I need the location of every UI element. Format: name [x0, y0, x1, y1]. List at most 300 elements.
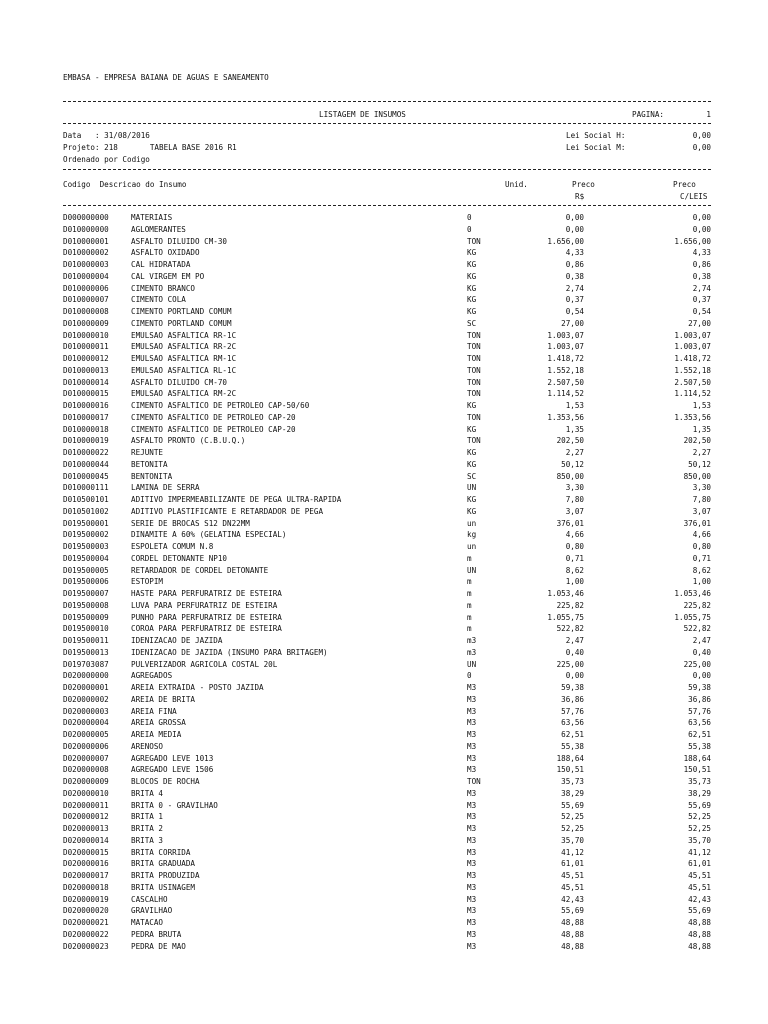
item-description: CIMENTO PORTLAND COMUM [131, 318, 232, 328]
item-description: CAL VIRGEM EM PO [131, 271, 205, 281]
item-price-with-charges: 48,88 [688, 929, 711, 939]
item-price-with-charges: 0,40 [692, 647, 711, 657]
report-title: LISTAGEM DE INSUMOS [319, 110, 406, 119]
item-price: 1.003,07 [547, 342, 584, 352]
item-unit: M3 [467, 906, 477, 916]
item-price-with-charges: 0,54 [692, 307, 711, 316]
item-unit: TON [467, 236, 481, 246]
item-description: ADITIVO IMPERMEABILIZANTE DE PEGA ULTRA-RAPIDA [131, 495, 342, 504]
item-price: 1.656,00 [547, 236, 584, 246]
item-description: PEDRA DE MAO [131, 941, 186, 951]
item-description: AGREGADOS [131, 671, 173, 681]
item-unit: m [467, 600, 472, 610]
item-price: 42,43 [561, 894, 584, 904]
item-price: 55,38 [561, 741, 584, 751]
column-header-preco-leis: Preco [673, 180, 696, 189]
item-price: 1.003,07 [547, 330, 584, 340]
item-description: ASFALTO PRONTO (C.B.U.Q.) [131, 436, 246, 446]
item-unit: KG [467, 495, 477, 504]
item-price: 150,51 [556, 765, 584, 775]
item-description: GRAVILHAO [131, 906, 173, 916]
item-code: D020000006 [63, 741, 109, 751]
table-row [0, 883, 768, 895]
table-row [0, 354, 768, 366]
item-code: D020000000 [63, 671, 109, 681]
table-row [0, 566, 768, 578]
item-code: D010000014 [63, 377, 109, 387]
item-price: 38,29 [561, 788, 584, 798]
item-price-with-charges: 2,74 [692, 283, 711, 293]
item-description: ASFALTO DILUIDO CM-70 [131, 377, 228, 387]
item-unit: KG [467, 271, 477, 281]
table-row [0, 648, 768, 660]
table-row [0, 483, 768, 495]
item-price: 27,00 [561, 318, 584, 328]
lei-social-h-label: Lei Social H: [566, 131, 626, 140]
table-row [0, 683, 768, 695]
item-code: D020000004 [63, 718, 109, 728]
table-row [0, 730, 768, 742]
item-price: 1.353,56 [547, 412, 584, 422]
item-description: AREIA FINA [131, 706, 177, 716]
item-unit: M3 [467, 765, 477, 775]
table-row [0, 660, 768, 672]
item-unit: M3 [467, 871, 477, 880]
company-name: EMBASA - EMPRESA BAIANA DE AGUAS E SANEAMENTO [63, 73, 269, 82]
item-unit: TON [467, 777, 481, 786]
table-row [0, 530, 768, 542]
table-row [0, 695, 768, 707]
item-code: D010000000 [63, 224, 109, 234]
item-price: 0,80 [565, 542, 584, 551]
item-price: 0,54 [565, 307, 584, 316]
item-code: D020000003 [63, 706, 109, 716]
table-row [0, 671, 768, 683]
item-price: 3,07 [565, 506, 584, 516]
item-price-with-charges: 42,43 [688, 894, 711, 904]
item-code: D020000019 [63, 894, 109, 904]
item-unit: KG [467, 307, 477, 316]
item-description: BRITA GRADUADA [131, 859, 196, 869]
item-price: 48,88 [561, 929, 584, 939]
item-price-with-charges: 41,12 [688, 847, 711, 857]
item-description: HASTE PARA PERFURATRIZ DE ESTEIRA [131, 589, 282, 598]
column-header-unid: Unid. [505, 180, 528, 189]
item-unit: 0 [467, 213, 472, 222]
item-description: IDENIZACAO DE JAZIDA [131, 636, 223, 645]
item-price: 522,82 [556, 624, 584, 634]
item-description: EMULSAO ASFALTICA RL-1C [131, 365, 237, 375]
item-description: CAL HIDRATADA [131, 260, 191, 269]
item-price: 1.053,46 [547, 589, 584, 598]
item-description: PULVERIZADOR AGRICOLA COSTAL 20L [131, 659, 278, 669]
table-row [0, 213, 768, 225]
item-price: 2,47 [565, 636, 584, 645]
table-row [0, 613, 768, 625]
item-code: D010000010 [63, 330, 109, 340]
item-code: D019500010 [63, 624, 109, 634]
item-price-with-charges: 0,00 [692, 671, 711, 681]
item-code: D019500009 [63, 612, 109, 622]
item-price: 1,00 [565, 577, 584, 587]
item-description: CIMENTO ASFALTICO DE PETROLEO CAP-50/60 [131, 401, 310, 410]
item-price-with-charges: 1,35 [692, 424, 711, 434]
item-code: D010000007 [63, 295, 109, 305]
table-row [0, 307, 768, 319]
item-description: BRITA PRODUZIDA [131, 871, 200, 880]
table-row [0, 378, 768, 390]
item-unit: M3 [467, 824, 477, 833]
item-unit: 0 [467, 671, 472, 681]
item-code: D020000007 [63, 753, 109, 763]
item-price-with-charges: 1.055,75 [674, 612, 711, 622]
item-description: CIMENTO ASFALTICO DE PETROLEO CAP-20 [131, 424, 296, 434]
item-description: ASFALTO OXIDADO [131, 248, 200, 258]
item-description: BRITA 0 - GRAVILHAO [131, 800, 218, 810]
item-price-with-charges: 522,82 [683, 624, 711, 634]
table-row [0, 260, 768, 272]
item-description: EMULSAO ASFALTICA RR-2C [131, 342, 237, 352]
item-price-with-charges: 27,00 [688, 318, 711, 328]
item-price-with-charges: 225,82 [683, 600, 711, 610]
item-code: D020000001 [63, 683, 109, 692]
item-price-with-charges: 1.552,18 [674, 365, 711, 375]
table-row [0, 812, 768, 824]
item-description: MATERIAIS [131, 213, 173, 222]
item-price-with-charges: 3,07 [692, 506, 711, 516]
item-code: D010000009 [63, 318, 109, 328]
item-code: D020000009 [63, 777, 109, 786]
item-description: CIMENTO COLA [131, 295, 186, 305]
item-code: D019500004 [63, 553, 109, 563]
item-price: 4,66 [565, 530, 584, 540]
item-unit: KG [467, 459, 477, 469]
item-code: D020000011 [63, 800, 109, 810]
separator [63, 169, 711, 170]
item-unit: M3 [467, 941, 477, 951]
item-unit: m [467, 612, 472, 622]
item-price-with-charges: 45,51 [688, 882, 711, 892]
item-price-with-charges: 63,56 [688, 718, 711, 728]
item-code: D020000018 [63, 882, 109, 892]
table-row [0, 859, 768, 871]
item-price-with-charges: 52,25 [688, 824, 711, 833]
table-row [0, 789, 768, 801]
table-row [0, 460, 768, 472]
item-unit: KG [467, 506, 477, 516]
item-unit: TON [467, 342, 481, 352]
item-unit: SC [467, 318, 477, 328]
item-code: D020000014 [63, 835, 109, 845]
pagina-value: 1 [706, 110, 711, 119]
item-description: CASCALHO [131, 894, 168, 904]
item-unit: KG [467, 283, 477, 293]
item-unit: M3 [467, 741, 477, 751]
item-description: PEDRA BRUTA [131, 929, 182, 939]
item-description: BRITA 1 [131, 812, 164, 822]
table-row [0, 777, 768, 789]
item-description: ADITIVO PLASTIFICANTE E RETARDADOR DE PEGA [131, 506, 324, 516]
item-unit: TON [467, 377, 481, 387]
item-unit: M3 [467, 847, 477, 857]
order-line: Ordenado por Codigo [63, 155, 150, 164]
item-price: 52,25 [561, 812, 584, 822]
item-price-with-charges: 57,76 [688, 706, 711, 716]
item-description: EMULSAO ASFALTICA RM-2C [131, 389, 237, 399]
item-description: CIMENTO BRANCO [131, 283, 196, 293]
item-price-with-charges: 59,38 [688, 683, 711, 692]
item-description: BETONITA [131, 459, 168, 469]
item-price-with-charges: 1,00 [692, 577, 711, 587]
item-price: 48,88 [561, 918, 584, 927]
item-code: D019500001 [63, 518, 109, 528]
item-description: MATACAO [131, 918, 164, 927]
item-price-with-charges: 0,80 [692, 542, 711, 551]
item-unit: M3 [467, 859, 477, 869]
table-row [0, 495, 768, 507]
item-description: ARENOSO [131, 741, 164, 751]
table-row [0, 765, 768, 777]
item-description: EMULSAO ASFALTICA RR-1C [131, 330, 237, 340]
item-price: 202,50 [556, 436, 584, 446]
table-row [0, 366, 768, 378]
item-code: D000000000 [63, 213, 109, 222]
item-price: 41,12 [561, 847, 584, 857]
item-price: 59,38 [561, 683, 584, 692]
item-price-with-charges: 1.656,00 [674, 236, 711, 246]
item-price: 0,00 [565, 224, 584, 234]
item-code: D010000045 [63, 471, 109, 481]
item-code: D010000004 [63, 271, 109, 281]
table-row [0, 519, 768, 531]
item-price-with-charges: 1.353,56 [674, 412, 711, 422]
item-price: 1.552,18 [547, 365, 584, 375]
item-price: 62,51 [561, 730, 584, 739]
table-row [0, 472, 768, 484]
item-price-with-charges: 52,25 [688, 812, 711, 822]
item-unit: KG [467, 248, 477, 258]
item-unit: m [467, 589, 472, 598]
pagina-label: PAGINA: [632, 110, 665, 119]
table-row [0, 331, 768, 343]
table-row [0, 918, 768, 930]
item-price-with-charges: 0,86 [692, 260, 711, 269]
item-unit: m [467, 553, 472, 563]
item-price: 1.114,52 [547, 389, 584, 399]
item-price-with-charges: 1.003,07 [674, 342, 711, 352]
lei-social-m-value: 0,00 [692, 143, 711, 152]
item-price-with-charges: 36,86 [688, 694, 711, 704]
item-unit: TON [467, 330, 481, 340]
item-description: AREIA GROSSA [131, 718, 186, 728]
table-row [0, 848, 768, 860]
item-code: D019500003 [63, 542, 109, 551]
item-unit: KG [467, 448, 477, 457]
item-unit: M3 [467, 812, 477, 822]
item-description: AGREGADO LEVE 1013 [131, 753, 214, 763]
table-row [0, 577, 768, 589]
table-row [0, 319, 768, 331]
item-description: CIMENTO ASFALTICO DE PETROLEO CAP-20 [131, 412, 296, 422]
item-unit: M3 [467, 683, 477, 692]
item-description: IDENIZACAO DE JAZIDA (INSUMO PARA BRITAGEM) [131, 647, 328, 657]
item-code: D010000012 [63, 354, 109, 363]
item-price: 52,25 [561, 824, 584, 833]
item-code: D010000006 [63, 283, 109, 293]
item-description: CORDEL DETONANTE NP10 [131, 553, 228, 563]
item-code: D010000044 [63, 459, 109, 469]
item-unit: M3 [467, 718, 477, 728]
table-row [0, 601, 768, 613]
separator [63, 205, 711, 206]
item-unit: M3 [467, 730, 477, 739]
report-date: Data : 31/08/2016 [63, 131, 150, 140]
item-code: D010000001 [63, 236, 109, 246]
item-unit: M3 [467, 882, 477, 892]
table-row [0, 401, 768, 413]
item-code: D020000022 [63, 929, 109, 939]
table-row [0, 436, 768, 448]
item-description: EMULSAO ASFALTICA RM-1C [131, 354, 237, 363]
table-row [0, 507, 768, 519]
table-row [0, 295, 768, 307]
item-code: D010000003 [63, 260, 109, 269]
item-price: 2,27 [565, 448, 584, 457]
item-code: D020000015 [63, 847, 109, 857]
item-price-with-charges: 45,51 [688, 871, 711, 880]
column-header-preco: Preco [572, 180, 595, 189]
item-description: BRITA 3 [131, 835, 164, 845]
table-row [0, 389, 768, 401]
table-row [0, 754, 768, 766]
item-price: 1.055,75 [547, 612, 584, 622]
lei-social-h-value: 0,00 [692, 131, 711, 140]
item-code: D010000016 [63, 401, 109, 410]
item-unit: KG [467, 295, 477, 305]
table-row [0, 248, 768, 260]
table-row [0, 718, 768, 730]
item-unit: TON [467, 436, 481, 446]
item-unit: TON [467, 354, 481, 363]
item-price-with-charges: 1.003,07 [674, 330, 711, 340]
table-row [0, 906, 768, 918]
item-code: D019500006 [63, 577, 109, 587]
item-price-with-charges: 61,01 [688, 859, 711, 869]
item-price-with-charges: 4,66 [692, 530, 711, 540]
item-price-with-charges: 55,69 [688, 906, 711, 916]
item-description: ASFALTO DILUIDO CM-30 [131, 236, 228, 246]
table-row [0, 942, 768, 954]
item-code: D010500101 [63, 495, 109, 504]
item-code: D010000015 [63, 389, 109, 399]
table-row [0, 284, 768, 296]
item-price: 57,76 [561, 706, 584, 716]
item-price: 7,80 [565, 495, 584, 504]
item-price: 35,73 [561, 777, 584, 786]
item-description: PUNHO PARA PERFURATRIZ DE ESTEIRA [131, 612, 282, 622]
item-code: D019500011 [63, 636, 109, 645]
item-price-with-charges: 1,53 [692, 401, 711, 410]
separator [63, 123, 711, 124]
item-price-with-charges: 38,29 [688, 788, 711, 798]
item-price-with-charges: 1.053,46 [674, 589, 711, 598]
lei-social-m-label: Lei Social M: [566, 143, 626, 152]
item-price: 4,33 [565, 248, 584, 258]
table-row [0, 342, 768, 354]
item-code: D019703087 [63, 659, 109, 669]
column-header-preco-unit: R$ [575, 192, 585, 201]
item-description: BRITA CORRIDA [131, 847, 191, 857]
item-price: 0,38 [565, 271, 584, 281]
item-price: 850,00 [556, 471, 584, 481]
item-price-with-charges: 2,47 [692, 636, 711, 645]
item-unit: M3 [467, 694, 477, 704]
table-row [0, 636, 768, 648]
item-code: D010000017 [63, 412, 109, 422]
item-code: D020000020 [63, 906, 109, 916]
item-description: DINAMITE A 60% (GELATINA ESPECIAL) [131, 530, 287, 540]
item-unit: UN [467, 565, 477, 575]
column-header-codigo: Codigo Descricao do Insumo [63, 180, 187, 189]
table-row [0, 237, 768, 249]
item-description: AREIA DE BRITA [131, 694, 196, 704]
item-description: AREIA MEDIA [131, 730, 182, 739]
item-description: RETARDADOR DE CORDEL DETONANTE [131, 565, 269, 575]
item-unit: m [467, 624, 472, 634]
item-unit: TON [467, 389, 481, 399]
item-code: D010000008 [63, 307, 109, 316]
item-price-with-charges: 2.507,50 [674, 377, 711, 387]
table-row [0, 801, 768, 813]
item-code: D010501002 [63, 506, 109, 516]
item-price-with-charges: 50,12 [688, 459, 711, 469]
item-price: 188,64 [556, 753, 584, 763]
item-description: AGLOMERANTES [131, 224, 186, 234]
item-price: 45,51 [561, 871, 584, 880]
item-unit: M3 [467, 929, 477, 939]
item-unit: m [467, 577, 472, 587]
item-price-with-charges: 48,88 [688, 941, 711, 951]
table-row [0, 930, 768, 942]
item-code: D010000018 [63, 424, 109, 434]
table-row [0, 448, 768, 460]
item-description: BENTONITA [131, 471, 173, 481]
item-price: 0,00 [565, 671, 584, 681]
item-price-with-charges: 35,73 [688, 777, 711, 786]
item-price-with-charges: 0,00 [692, 213, 711, 222]
table-row [0, 871, 768, 883]
table-row [0, 413, 768, 425]
table-row [0, 707, 768, 719]
item-code: D019500013 [63, 647, 109, 657]
item-unit: UN [467, 659, 477, 669]
item-code: D020000012 [63, 812, 109, 822]
item-price-with-charges: 0,71 [692, 553, 711, 563]
item-description: LAMINA DE SERRA [131, 483, 200, 493]
item-description: BRITA 4 [131, 788, 164, 798]
item-code: D020000013 [63, 824, 109, 833]
item-price: 0,37 [565, 295, 584, 305]
table-row [0, 624, 768, 636]
item-unit: un [467, 518, 477, 528]
table-row [0, 272, 768, 284]
item-price-with-charges: 188,64 [683, 753, 711, 763]
item-unit: KG [467, 260, 477, 269]
item-price: 61,01 [561, 859, 584, 869]
project-line: Projeto: 218 TABELA BASE 2016 R1 [63, 143, 237, 152]
item-unit: M3 [467, 835, 477, 845]
item-price-with-charges: 376,01 [683, 518, 711, 528]
